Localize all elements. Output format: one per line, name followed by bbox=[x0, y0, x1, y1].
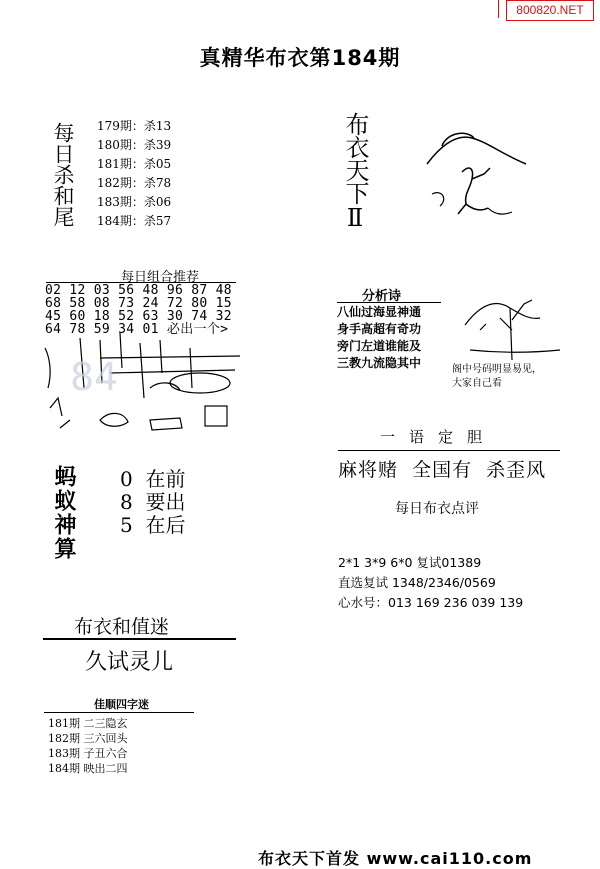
mountain-figure-illustration bbox=[422, 124, 532, 224]
analysis-rule bbox=[337, 302, 441, 303]
kill-row: 181期：杀05 bbox=[97, 157, 172, 171]
analysis-note bbox=[452, 363, 542, 391]
poem-line: 八仙过海显神通 bbox=[337, 305, 422, 319]
four-char-row: 183期 子丑六合 bbox=[48, 747, 128, 760]
four-char-list bbox=[48, 716, 128, 776]
yiyu-title: 一语定胆 bbox=[380, 428, 497, 446]
combo-row: 68 58 08 73 24 72 80 15 bbox=[45, 296, 232, 311]
badge-rule bbox=[498, 0, 499, 18]
ant-num: 8 bbox=[120, 490, 133, 514]
comment-lines bbox=[338, 553, 523, 613]
combo-title: 每日组合推荐 bbox=[120, 270, 199, 285]
kill-tail-label: 每日杀和尾 bbox=[51, 122, 75, 227]
four-char-row: 181期 二三隐玄 bbox=[48, 717, 128, 730]
analysis-poem bbox=[337, 304, 421, 372]
note-line: 大家自己看 bbox=[452, 378, 502, 389]
four-char-title: 佳顺四字迷 bbox=[94, 698, 149, 711]
note-line: 阁中号码明显易见， bbox=[452, 364, 542, 375]
four-char-rule bbox=[44, 712, 194, 713]
four-char-row: 184期 映出二四 bbox=[48, 762, 128, 775]
tree-illustration bbox=[460, 290, 570, 365]
four-char-row: 182期 三六回头 bbox=[48, 732, 128, 745]
riddle-rule bbox=[43, 638, 236, 640]
riddle-answer: 久试灵儿 bbox=[85, 650, 174, 675]
page-title: 真精华布衣第184期 bbox=[199, 46, 401, 70]
poem-line: 身手高超有奇功 bbox=[337, 322, 422, 336]
combo-row: 45 60 18 52 63 30 74 32 bbox=[45, 309, 232, 324]
ant-text: 在前 bbox=[145, 467, 186, 491]
ant-text: 要出 bbox=[145, 490, 186, 514]
watermark-text: 84 bbox=[70, 355, 119, 399]
riddle-title: 布衣和值迷 bbox=[74, 616, 170, 638]
combo-row: 64 78 59 34 01 必出一个> bbox=[45, 322, 229, 337]
ant-num: 5 bbox=[120, 513, 133, 537]
comment-title: 每日布衣点评 bbox=[395, 501, 479, 517]
ant-god-label: 蚂蚁神算 bbox=[51, 465, 76, 561]
ant-text: 在后 bbox=[145, 513, 186, 537]
poem-line: 三教九流隐其中 bbox=[337, 356, 422, 370]
ant-god-rows bbox=[120, 468, 185, 537]
kill-row: 184期：杀57 bbox=[97, 214, 172, 228]
comment-line: 直选复试 1348/2346/0569 bbox=[338, 575, 496, 590]
site-badge[interactable]: 800820.NET bbox=[506, 0, 594, 21]
footer-text[interactable]: 布衣天下首发 www.cai110.com bbox=[258, 849, 533, 868]
yiyu-phrase: 麻将赌 全国有 杀歪风 bbox=[338, 459, 547, 481]
ant-row bbox=[120, 514, 185, 537]
poem-line: 旁门左道谁能及 bbox=[337, 339, 422, 353]
analysis-title: 分析诗 bbox=[362, 289, 402, 304]
kill-row: 182期：杀78 bbox=[97, 176, 172, 190]
comment-line: 心水号：013 169 236 039 139 bbox=[338, 595, 524, 610]
kill-row: 183期：杀06 bbox=[97, 195, 172, 209]
kill-tail-list bbox=[97, 117, 171, 231]
kill-row: 179期：杀13 bbox=[97, 119, 172, 133]
yiyu-rule bbox=[338, 450, 560, 451]
comment-line: 2*1 3*9 6*0 复试01389 bbox=[338, 555, 482, 570]
ant-row bbox=[120, 491, 185, 514]
kill-row: 180期：杀39 bbox=[97, 138, 172, 152]
farm-scene-illustration bbox=[40, 328, 250, 448]
combo-row: 02 12 03 56 48 96 87 48 bbox=[45, 283, 232, 298]
ant-row bbox=[120, 468, 185, 491]
buyi-label: 布衣天下Ⅱ bbox=[341, 112, 369, 231]
ant-num: 0 bbox=[120, 467, 133, 491]
